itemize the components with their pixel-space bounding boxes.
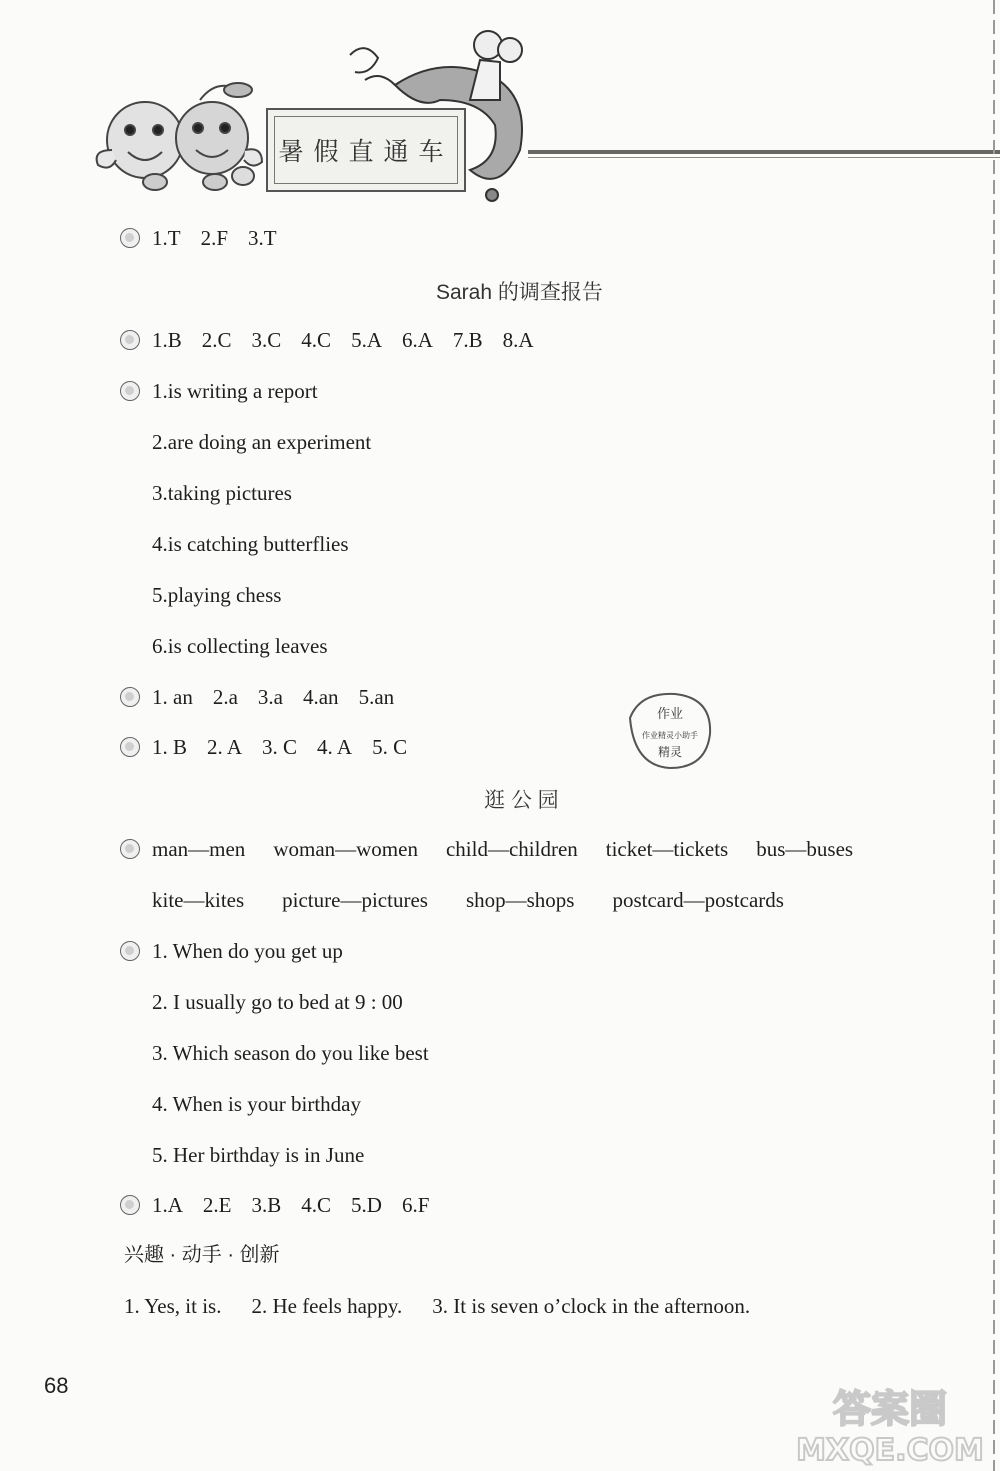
- answer-item: 2. A: [207, 735, 243, 759]
- section-title: 逛 公 园: [484, 789, 559, 812]
- answer-line: 5. Her birthday is in June: [152, 1143, 365, 1167]
- bullet-icon: [120, 330, 140, 350]
- answer-line: [124, 1292, 780, 1320]
- answer-line: [152, 1191, 429, 1219]
- answer-item: child—children: [445, 837, 578, 861]
- answer-item: 2. He feels happy.: [251, 1294, 403, 1318]
- watermark-url: MXQE.COM: [796, 1433, 984, 1468]
- bullet-icon: [120, 941, 140, 961]
- answer-item: 1. Yes, it is.: [124, 1294, 222, 1318]
- answer-item: 2.a: [212, 685, 238, 709]
- answer-item: 4.an: [302, 685, 339, 709]
- stamp-icon: [620, 688, 720, 774]
- answer-item: 3.B: [251, 1193, 282, 1217]
- stamp-line3: 精灵: [657, 745, 683, 759]
- answer-item: 3.C: [251, 328, 282, 352]
- bullet-icon: [120, 687, 140, 707]
- answer-item: 3. C: [262, 735, 298, 759]
- answer-item: 2.F: [200, 226, 229, 250]
- answer-item: 1. B: [152, 735, 188, 759]
- scan-edge: [988, 0, 1000, 1471]
- answer-item: postcard—postcards: [612, 888, 784, 912]
- answer-line: [152, 835, 881, 863]
- answer-item: shop—shops: [465, 888, 575, 912]
- answer-item: woman—women: [273, 837, 418, 861]
- stamp-line2: 作业精灵小助手: [642, 731, 698, 740]
- answer-item: 1.is writing a report: [152, 379, 318, 403]
- answer-line: [152, 377, 318, 405]
- answer-item: 3. It is seven o’clock in the afternoon.: [432, 1294, 751, 1318]
- answer-item: 6.A: [401, 328, 433, 352]
- bullet-icon: [120, 737, 140, 757]
- answer-item: 2.E: [202, 1193, 232, 1217]
- answer-item: 5.an: [358, 685, 395, 709]
- header-title: 暑假直通车: [274, 116, 458, 184]
- answer-item: 5. C: [372, 735, 408, 759]
- answer-item: 1.T: [152, 226, 181, 250]
- answer-item: 4. A: [317, 735, 353, 759]
- answer-item: picture—pictures: [282, 888, 428, 912]
- answer-line: 4.is catching butterflies: [152, 532, 349, 556]
- header-title-box: [266, 108, 466, 192]
- answer-item: bus—buses: [756, 837, 854, 861]
- answer-line: [152, 683, 394, 711]
- answer-item: 6.F: [401, 1193, 430, 1217]
- answer-line: [152, 937, 343, 965]
- watermark-logo: [780, 1380, 998, 1468]
- answer-item: 8.A: [502, 328, 534, 352]
- answer-item: 1. When do you get up: [152, 939, 343, 963]
- header-banner: [0, 0, 1000, 215]
- bullet-icon: [120, 839, 140, 859]
- answer-item: 1.A: [152, 1193, 183, 1217]
- bullet-icon: [120, 381, 140, 401]
- header-rule-thin: [528, 157, 1000, 158]
- bullet-icon: [120, 1195, 140, 1215]
- answer-line: 4. When is your birthday: [152, 1092, 361, 1116]
- answer-line: 3.taking pictures: [152, 481, 292, 505]
- answer-item: 3.T: [248, 226, 277, 250]
- page-number: 68: [44, 1373, 69, 1398]
- answer-line: [152, 886, 822, 914]
- answer-line: [152, 733, 407, 761]
- answer-item: 4.C: [301, 328, 332, 352]
- fruit-mascots-icon: [97, 83, 262, 190]
- watermark-text: 答案圈: [832, 1387, 948, 1431]
- answer-line: 6.is collecting leaves: [152, 634, 328, 658]
- answer-line: 5.playing chess: [152, 583, 282, 607]
- answer-item: 2.C: [201, 328, 232, 352]
- answer-line: 3. Which season do you like best: [152, 1041, 429, 1065]
- answer-item: 5.D: [351, 1193, 382, 1217]
- answer-item: 1.B: [152, 328, 182, 352]
- bullet-icon: [120, 228, 140, 248]
- answer-line: [152, 326, 534, 354]
- answer-item: 1. an: [152, 685, 193, 709]
- answer-item: kite—kites: [152, 888, 245, 912]
- answer-line: 2. I usually go to bed at 9 : 00: [152, 990, 403, 1014]
- answer-item: man—men: [152, 837, 246, 861]
- answer-item: 3.a: [257, 685, 283, 709]
- answer-line: 2.are doing an experiment: [152, 430, 372, 454]
- answer-item: ticket—tickets: [605, 837, 729, 861]
- stamp-line1: 作业: [656, 707, 684, 722]
- answer-item: 4.C: [301, 1193, 332, 1217]
- answer-line: [152, 224, 277, 252]
- answer-item: 5.A: [351, 328, 382, 352]
- section-title: Sarah 的调查报告: [436, 281, 603, 304]
- answer-item: 7.B: [452, 328, 483, 352]
- answer-line: 兴趣 · 动手 · 创新: [124, 1244, 280, 1266]
- header-rule: [528, 150, 1000, 154]
